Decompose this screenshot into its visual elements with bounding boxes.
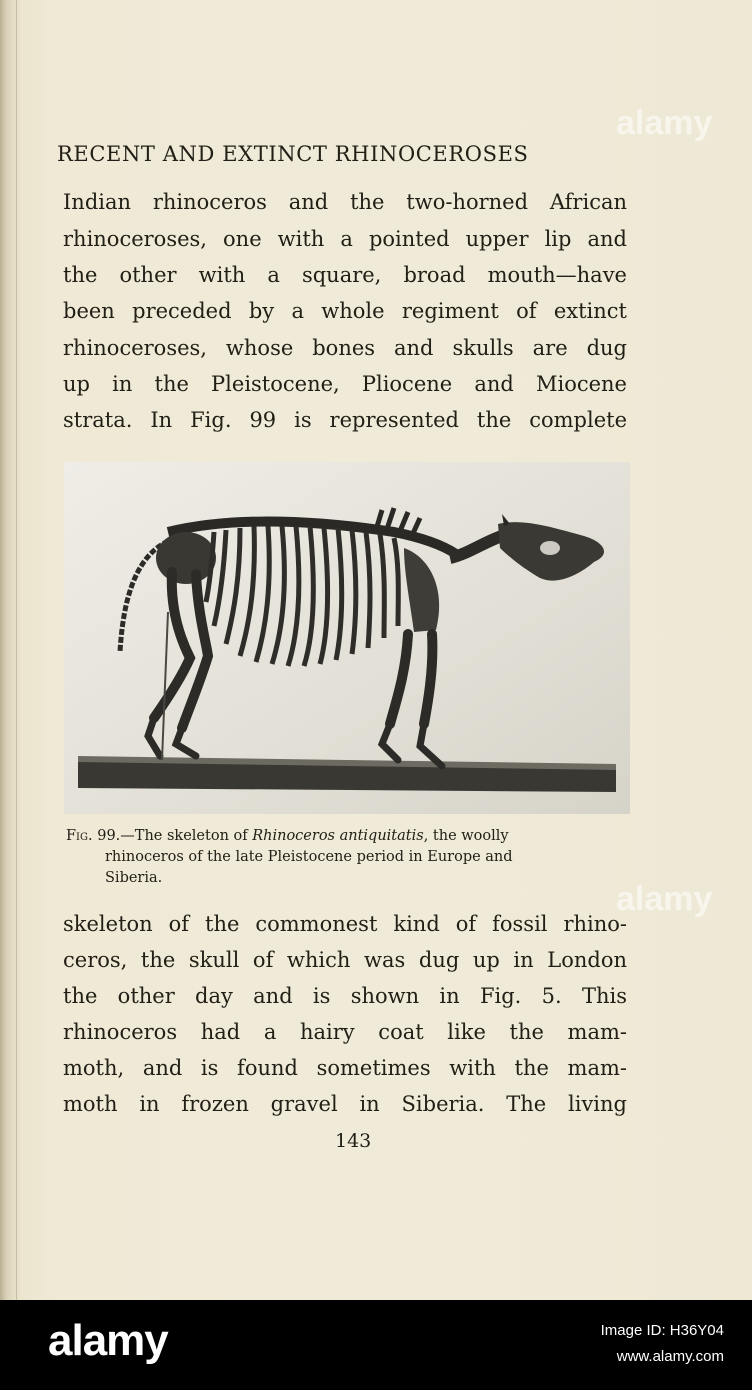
body-line: rhinoceroses, whose bones and skulls are dug	[63, 336, 627, 360]
running-head: RECENT AND EXTINCT RHINOCEROSES	[57, 142, 529, 166]
rhinoceros-skeleton-image	[64, 462, 630, 814]
page-number: 143	[335, 1130, 372, 1152]
figure-caption-line-2: rhinoceros of the late Pleistocene period in Europe and	[105, 849, 513, 865]
gutter-edge-line	[16, 0, 17, 1300]
figure-label: Fig. 99.	[66, 828, 121, 844]
alamy-watermark: alamy	[616, 880, 713, 918]
body-line: skeleton of the commonest kind of fossil rhino-	[63, 912, 627, 936]
body-line: rhinoceroses, one with a pointed upper lip and	[63, 227, 627, 251]
body-line: the other day and is shown in Fig. 5. This	[63, 984, 627, 1008]
image-id: Image ID: H36Y04	[600, 1322, 724, 1339]
figure-skeleton-photo	[64, 462, 630, 814]
body-line: moth, and is found sometimes with the mam-	[63, 1056, 627, 1080]
alamy-watermark: alamy	[616, 104, 713, 142]
body-line: the other with a square, broad mouth—have	[63, 263, 627, 287]
book-gutter-shadow	[0, 0, 22, 1300]
alamy-logo: alamy	[48, 1316, 168, 1365]
body-line: Indian rhinoceros and the two-horned African	[63, 190, 627, 214]
figure-caption-line-1: Fig. 99.—The skeleton of Rhinoceros antiquitatis, the woolly	[66, 828, 509, 844]
species-name: Rhinoceros antiquitatis	[252, 828, 424, 844]
site-url[interactable]: www.alamy.com	[616, 1348, 724, 1365]
figure-caption-line-3: Siberia.	[105, 870, 163, 886]
body-line: been preceded by a whole regiment of extinct	[63, 299, 627, 323]
body-line: ceros, the skull of which was dug up in London	[63, 948, 627, 972]
body-line: strata. In Fig. 99 is represented the complete	[63, 408, 627, 432]
pelvis	[156, 532, 216, 584]
body-line: up in the Pleistocene, Pliocene and Miocene	[63, 372, 627, 396]
body-line: moth in frozen gravel in Siberia. The living	[63, 1092, 627, 1116]
body-line: rhinoceros had a hairy coat like the mam-	[63, 1020, 627, 1044]
